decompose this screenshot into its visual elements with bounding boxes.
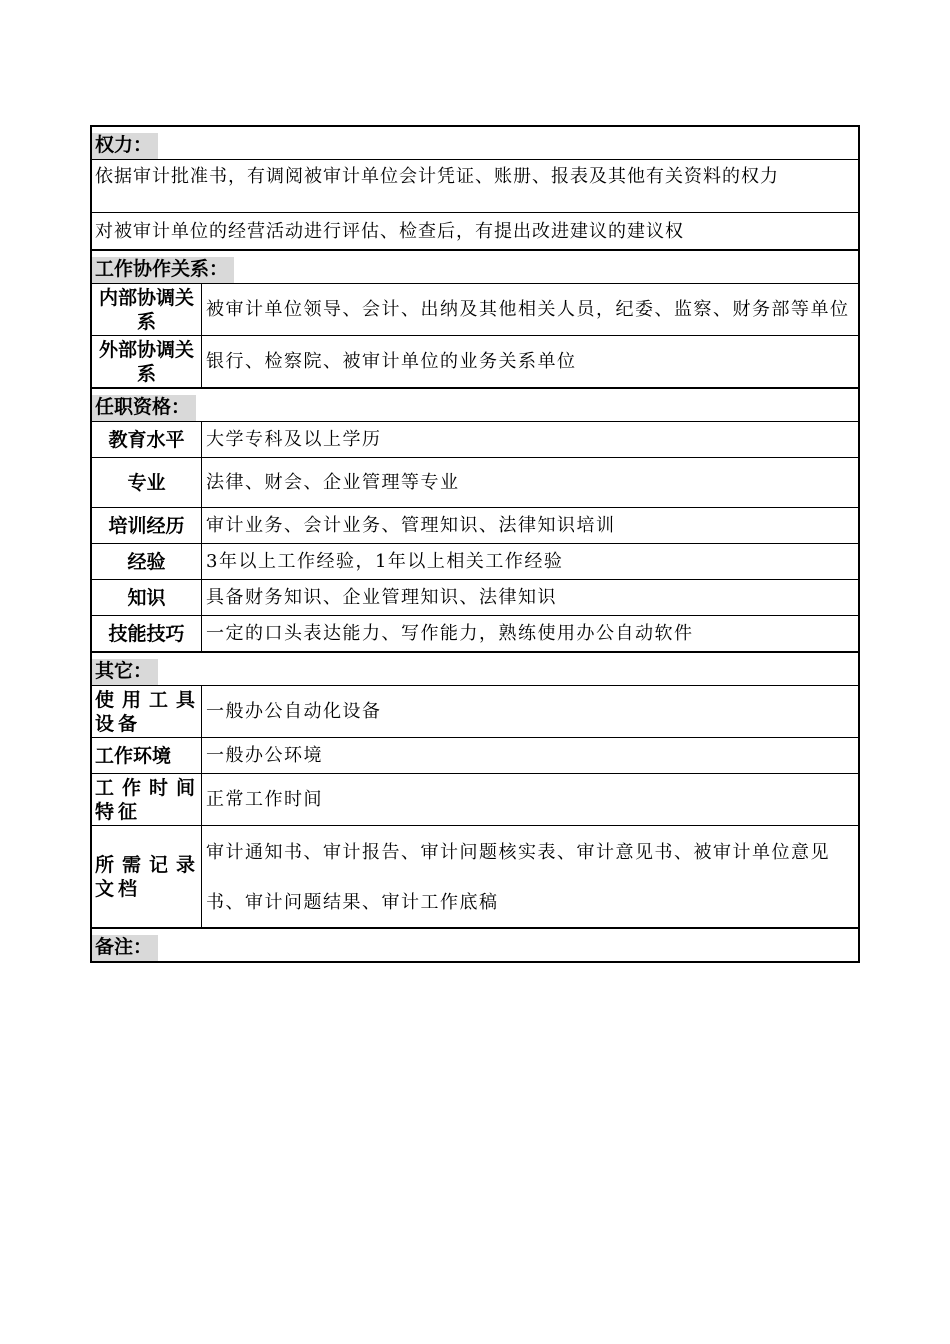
qualification-row: [92, 579, 858, 615]
relation-row: [92, 283, 858, 335]
job-description-table: [90, 125, 860, 963]
qualification-value: 具备财务知识、企业管理知识、法律知识: [206, 586, 557, 608]
qualification-value: 一定的口头表达能力、写作能力，熟练使用办公自动软件: [206, 622, 694, 644]
relation-label: 外部协调关系: [92, 336, 202, 387]
qualification-label: 知识: [92, 580, 202, 615]
remarks-heading: 备注：: [92, 935, 158, 961]
relation-value: 银行、检察院、被审计单位的业务关系单位: [206, 350, 577, 372]
qualification-label: 经验: [92, 544, 202, 579]
qualification-label: 教育水平: [92, 422, 202, 457]
relations-heading: 工作协作关系：: [92, 257, 234, 283]
qualification-label: 技能技巧: [92, 616, 202, 651]
authority-item: 对被审计单位的经营活动进行评估、检查后，有提出改进建议的建议权: [95, 221, 684, 242]
other-label: 所需记录文档: [92, 826, 202, 927]
other-label: 工作环境: [92, 738, 202, 773]
other-row: [92, 737, 858, 773]
other-value: 一般办公自动化设备: [206, 700, 382, 722]
remarks-header: [92, 927, 858, 961]
authority-item: 依据审计批准书，有调阅被审计单位会计凭证、账册、报表及其他有关资料的权力: [95, 166, 779, 187]
relation-label: 内部协调关系: [92, 284, 202, 335]
qualification-row: [92, 457, 858, 507]
authority-item-row: [92, 159, 858, 212]
qualification-value: 法律、财会、企业管理等专业: [206, 471, 460, 493]
other-row: [92, 773, 858, 825]
qualification-label: 培训经历: [92, 508, 202, 543]
qualification-row: [92, 543, 858, 579]
qualification-value: 3年以上工作经验，1年以上相关工作经验: [206, 550, 564, 572]
relation-value: 被审计单位领导、会计、出纳及其他相关人员，纪委、监察、财务部等单位: [206, 298, 850, 320]
qualifications-heading: 任职资格：: [92, 395, 196, 421]
authority-header: [92, 127, 858, 159]
qualification-value: 审计业务、会计业务、管理知识、法律知识培训: [206, 514, 616, 536]
qualification-value: 大学专科及以上学历: [206, 428, 382, 450]
qualification-label: 专业: [92, 458, 202, 507]
other-row: [92, 825, 858, 927]
other-value: 正常工作时间: [206, 788, 323, 810]
qualification-row: [92, 507, 858, 543]
relation-row: [92, 335, 858, 387]
other-value: 一般办公环境: [206, 744, 323, 766]
other-label: 使用工具设备: [92, 686, 202, 737]
relations-header: [92, 249, 858, 283]
other-header: [92, 651, 858, 685]
authority-heading: 权力：: [92, 133, 158, 159]
authority-item-row: [92, 212, 858, 249]
other-row: [92, 685, 858, 737]
other-heading: 其它：: [92, 659, 158, 685]
other-value: 审计通知书、审计报告、审计问题核实表、审计意见书、被审计单位意见书、审计问题结果、审计工作底稿: [206, 842, 830, 913]
qualification-row: [92, 615, 858, 651]
qualification-row: [92, 421, 858, 457]
qualifications-header: [92, 387, 858, 421]
other-label: 工作时间特征: [92, 774, 202, 825]
